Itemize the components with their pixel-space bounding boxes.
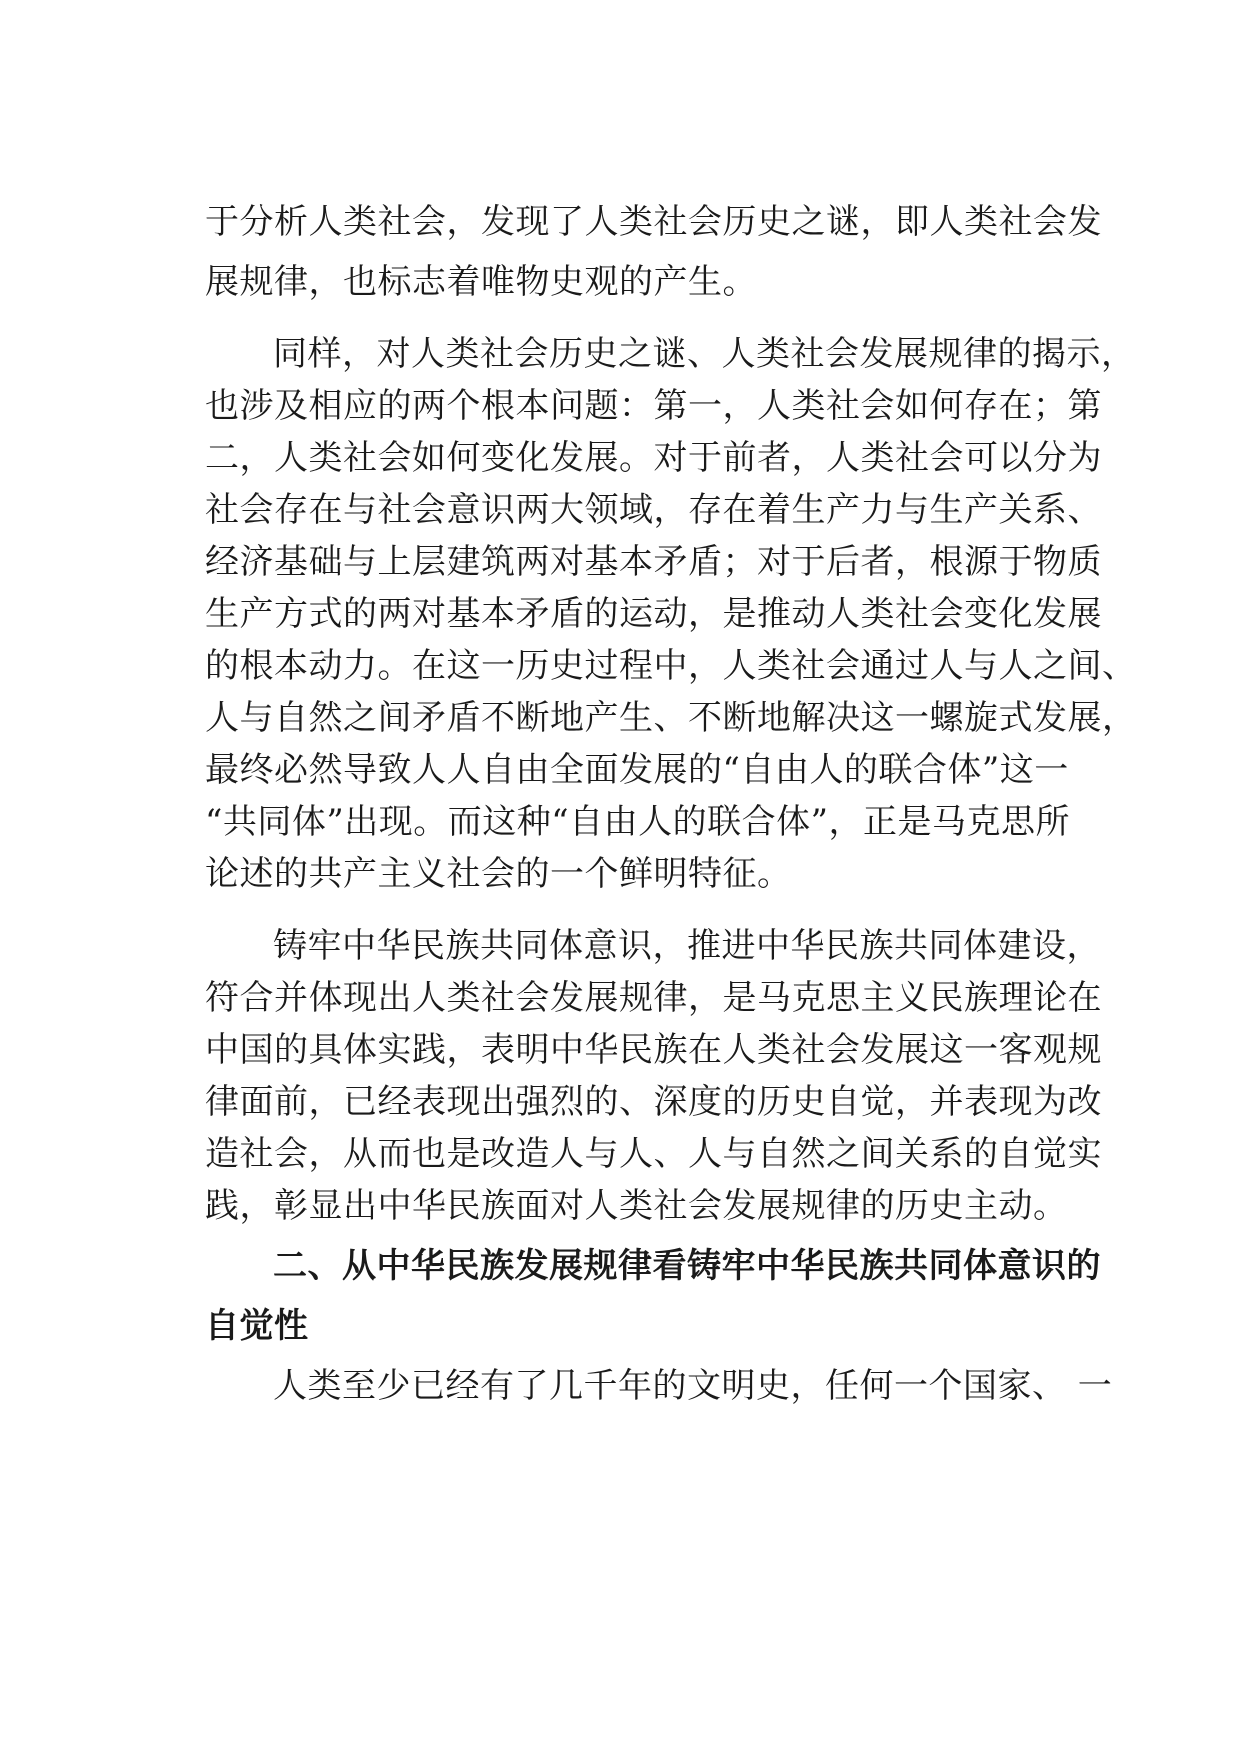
text-line: 二，人类社会如何变化发展。对于前者，人类社会可以分为 bbox=[205, 438, 1102, 478]
text-line: 铸牢中华民族共同体意识，推进中华民族共同体建设， bbox=[273, 926, 1101, 966]
text-line: 律面前，已经表现出强烈的、深度的历史自觉，并表现为改 bbox=[205, 1082, 1102, 1122]
document-page bbox=[205, 196, 1137, 1412]
heading-line: 自觉性 bbox=[205, 1306, 309, 1346]
text-line: 也涉及相应的两个根本问题：第一，人类社会如何存在；第 bbox=[205, 386, 1102, 426]
text-line: “共同体”出现。而这种“自由人的联合体”，正是马克思所 bbox=[205, 802, 1071, 842]
text-line: 经济基础与上层建筑两对基本矛盾；对于后者，根源于物质 bbox=[205, 542, 1102, 582]
paragraph-social-laws bbox=[205, 328, 1137, 900]
text-line: 人类至少已经有了几千年的文明史，任何一个国家、 一 bbox=[273, 1366, 1113, 1406]
heading-line: 二、从中华民族发展规律看铸牢中华民族共同体意识的 bbox=[273, 1246, 1101, 1286]
text-line: 中国的具体实践，表明中华民族在人类社会发展这一客观规 bbox=[205, 1030, 1102, 1070]
text-line: 社会存在与社会意识两大领域，存在着生产力与生产关系、 bbox=[205, 490, 1102, 530]
paragraph-community-awareness bbox=[205, 920, 1102, 1232]
text-line: 造社会，从而也是改造人与人、人与自然之间关系的自觉实 bbox=[205, 1134, 1102, 1174]
text-line: 生产方式的两对基本矛盾的运动，是推动人类社会变化发展 bbox=[205, 594, 1102, 634]
text-line: 于分析人类社会，发现了人类社会历史之谜，即人类社会发 bbox=[205, 202, 1102, 242]
text-line: 同样，对人类社会历史之谜、人类社会发展规律的揭示， bbox=[273, 334, 1136, 374]
text-line: 人与自然之间矛盾不断地产生、不断地解决这一螺旋式发展， bbox=[205, 698, 1137, 738]
paragraph-continuation bbox=[205, 196, 1102, 308]
text-line: 展规律，也标志着唯物史观的产生。 bbox=[205, 262, 757, 302]
section-heading bbox=[205, 1240, 1101, 1352]
text-line: 最终必然导致人人自由全面发展的“自由人的联合体”这一 bbox=[205, 750, 1069, 790]
text-line: 的根本动力。在这一历史过程中，人类社会通过人与人之间、 bbox=[205, 646, 1137, 686]
text-line: 论述的共产主义社会的一个鲜明特征。 bbox=[205, 854, 792, 894]
text-line: 践，彰显出中华民族面对人类社会发展规律的历史主动。 bbox=[205, 1186, 1068, 1226]
text-line: 符合并体现出人类社会发展规律，是马克思主义民族理论在 bbox=[205, 978, 1102, 1018]
paragraph-civilization bbox=[205, 1360, 1113, 1412]
